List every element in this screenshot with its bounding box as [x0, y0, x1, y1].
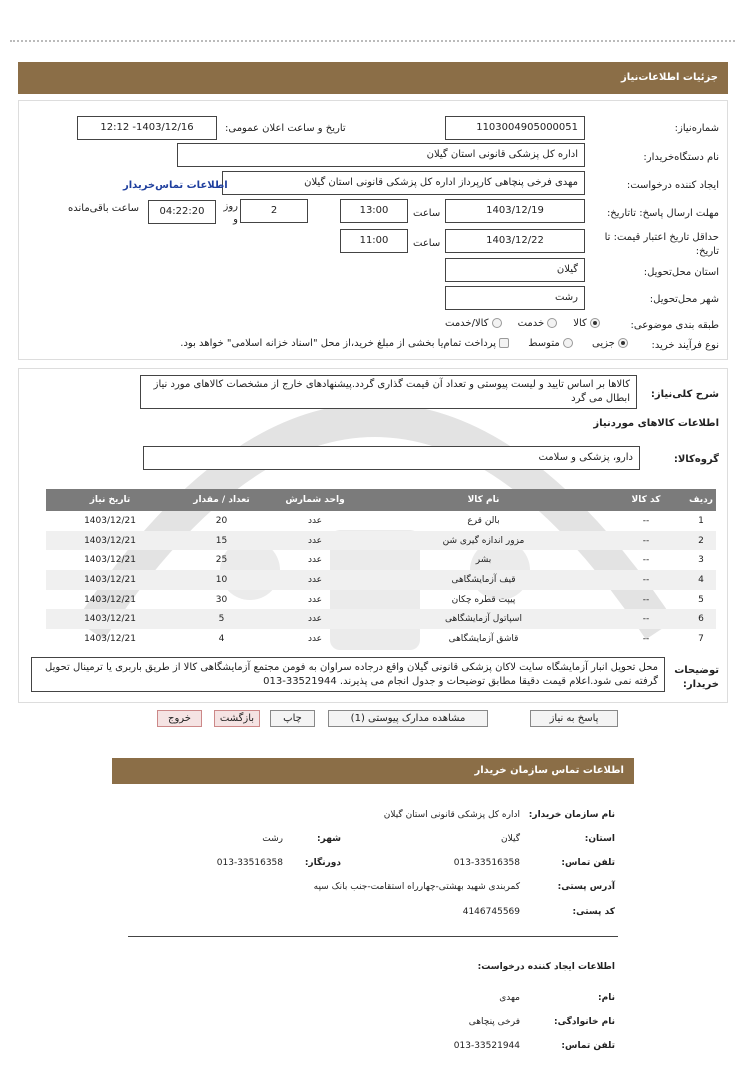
contact-city-value: رشت — [262, 834, 283, 844]
summary-label: شرح کلی‌نیاز: — [650, 389, 719, 400]
process-radio-minor[interactable] — [592, 338, 628, 349]
cell-qty: 20 — [215, 515, 228, 526]
cell-code: -- — [642, 594, 650, 605]
cell-unit: عدد — [307, 594, 323, 605]
table-header-row — [46, 489, 716, 511]
deadline-time-field: 13:00 — [340, 199, 408, 223]
cell-date: 1403/12/21 — [84, 555, 136, 566]
contact-address-label: آدرس پستی: — [557, 882, 615, 892]
remaining-time-field: 04:22:20 — [148, 200, 216, 224]
radio-icon — [563, 338, 573, 348]
cell-row: 2 — [686, 531, 716, 551]
cell-date: 1403/12/21 — [84, 633, 136, 644]
table-row[interactable] — [46, 550, 716, 570]
creator-info-title: اطلاعات ایجاد کننده درخواست: — [477, 962, 615, 972]
announce-field: 1403/12/16- 12:12 — [77, 116, 217, 140]
cell-qty: 10 — [174, 570, 269, 590]
cell-name: اسپاتول آزمایشگاهی — [361, 609, 606, 629]
contact-buyer-link[interactable]: اطلاعات تماس‌خریدار — [123, 180, 228, 191]
attachments-button[interactable]: مشاهده مدارک پیوستی (1) — [328, 710, 488, 727]
process-option-minor: جزیی — [591, 338, 615, 349]
province-field: گیلان — [445, 258, 585, 282]
radio-icon — [492, 318, 502, 328]
category-radio-goods[interactable] — [573, 318, 600, 329]
contact-province-value: گیلان — [501, 834, 520, 844]
category-option-goods: کالا — [573, 318, 587, 329]
radio-icon — [547, 318, 557, 328]
group-field: دارو، پزشکی و سلامت — [143, 446, 640, 470]
cell-row: 3 — [698, 555, 704, 566]
payment-note: پرداخت تمام‌یا بخشی از مبلغ خرید،از محل "اسناد خزانه اسلامی" خواهد بود. — [180, 338, 497, 349]
deadline-label: مهلت ارسال پاسخ: تاتاریخ: — [606, 208, 719, 219]
deadline-time-label: ساعت — [413, 208, 441, 219]
radio-selected-icon — [590, 318, 600, 328]
city-label: شهر محل‌تحویل: — [649, 294, 719, 305]
table-row[interactable] — [46, 629, 716, 649]
deadline-date-field: 1403/12/19 — [445, 199, 585, 223]
page-title-bar — [18, 62, 728, 94]
contact-province-label: استان: — [584, 834, 615, 844]
creator-phone-value: 013-33521944 — [453, 1041, 520, 1051]
cell-code: -- — [642, 633, 650, 644]
creator-first-name-label: نام: — [598, 993, 615, 1003]
category-label: طبقه بندی موضوعی: — [630, 320, 719, 331]
cell-name: قیف آزمایشگاهی — [361, 570, 606, 590]
top-divider — [10, 40, 735, 42]
table-row[interactable] — [46, 590, 716, 610]
buyer-org-field: اداره کل پزشکی قانونی استان گیلان — [177, 143, 585, 167]
cell-unit: عدد — [307, 633, 323, 644]
contact-title-bar — [112, 758, 634, 784]
cell-row: 4 — [686, 570, 716, 590]
cell-code: -- — [642, 515, 650, 526]
items-table — [46, 489, 716, 649]
contact-city-label: شهر: — [317, 834, 341, 844]
cell-qty: 4 — [218, 633, 225, 644]
cell-date: 1403/12/21 — [46, 531, 174, 551]
contact-fax-label: دورنگار: — [304, 858, 341, 868]
cell-date: 1403/12/21 — [84, 515, 136, 526]
cell-date: 1403/12/21 — [46, 609, 174, 629]
contact-org-value: اداره کل پزشکی قانونی استان گیلان — [383, 810, 520, 820]
city-field: رشت — [445, 286, 585, 310]
respond-button[interactable]: پاسخ به نیاز — [530, 710, 618, 727]
cell-qty: 5 — [174, 609, 269, 629]
cell-name: مزور اندازه گیری شن — [361, 531, 606, 551]
contact-address-value: کمربندی شهید بهشتی-چهارراه استقامت-جنب بانک سپه — [313, 882, 520, 892]
cell-unit: عدد — [307, 555, 323, 566]
cell-unit: عدد — [307, 515, 323, 526]
cell-name: قاشق آزمایشگاهی — [448, 633, 519, 644]
print-button[interactable]: چاپ — [270, 710, 315, 727]
deadline-days-field: 2 — [240, 199, 308, 223]
days-label: روز و — [223, 201, 238, 225]
treasury-checkbox[interactable] — [499, 338, 509, 349]
category-radio-both[interactable] — [445, 318, 502, 329]
contact-org-label: نام سازمان خریدار: — [528, 810, 615, 820]
cell-date: 1403/12/21 — [84, 594, 136, 605]
cell-row: 1 — [698, 515, 704, 526]
page-title: جزئیات اطلاعات‌نیاز — [621, 72, 718, 83]
announce-label: تاریخ و ساعت اعلان عمومی: — [225, 123, 346, 134]
process-radio-group — [108, 338, 628, 349]
cell-qty: 15 — [174, 531, 269, 551]
creator-last-name-value: فرخی پنچاهی — [468, 1017, 520, 1027]
back-button[interactable]: بازگشت — [214, 710, 260, 727]
creator-field: مهدی فرخی پنچاهی کارپرداز اداره کل پزشکی قانونی استان گیلان — [222, 171, 585, 195]
table-body — [46, 511, 716, 649]
min-price-time-field: 11:00 — [340, 229, 408, 253]
category-option-service: خدمت — [517, 318, 545, 329]
contact-divider — [128, 936, 618, 937]
category-radio-service[interactable] — [518, 318, 558, 329]
cell-qty: 25 — [215, 555, 228, 566]
table-row[interactable] — [46, 609, 716, 629]
cell-qty: 30 — [215, 594, 228, 605]
process-option-medium: متوسط — [528, 338, 560, 349]
cell-code: -- — [606, 570, 686, 590]
col-unit: واحد شمارش — [269, 489, 361, 511]
creator-last-name-label: نام خانوادگی: — [553, 1017, 615, 1027]
cell-name: بشر — [475, 555, 492, 566]
table-row[interactable] — [46, 511, 716, 531]
process-label: نوع فرآیند خرید: — [651, 340, 719, 351]
notes-box: محل تحویل انبار آزمایشگاه سایت لاکان پزشکی قانونی گیلان واقع درجاده سراوان به فومن مجتمع آزمایشگاهی کالا از طریق باربری یا ترمینال تحویل گرفته نمی شود.اعلام قیمت دقیقا مطابق توضیحات و جدول انجام می پذیرند. 33521944-013 — [31, 657, 665, 692]
col-qty: تعداد / مقدار — [174, 489, 269, 511]
cell-unit: عدد — [269, 570, 361, 590]
col-code: کد کالا — [606, 489, 686, 511]
contact-title: اطلاعات تماس سازمان خریدار — [474, 765, 624, 776]
radio-selected-icon — [618, 338, 628, 348]
col-date: تاریخ نیاز — [46, 489, 174, 511]
exit-button[interactable]: خروج — [157, 710, 202, 727]
cell-code: -- — [606, 609, 686, 629]
remaining-label: ساعت باقی‌مانده — [68, 203, 140, 214]
contact-fax-value: 013-33516358 — [216, 858, 283, 868]
creator-phone-label: تلفن تماس: — [561, 1041, 615, 1051]
buyer-org-label: نام دستگاه‌خریدار: — [643, 152, 719, 163]
cell-name: بالن قرع — [467, 515, 500, 526]
cell-unit: عدد — [269, 609, 361, 629]
items-table-wrapper — [46, 489, 716, 649]
cell-code: -- — [606, 531, 686, 551]
contact-postal-label: کد پستی: — [572, 907, 615, 917]
contact-phone-value: 013-33516358 — [453, 858, 520, 868]
process-radio-medium[interactable] — [528, 338, 573, 349]
goods-info-label: اطلاعات کالاهای موردنیاز — [593, 418, 719, 429]
min-price-label: حداقل تاریخ اعتبار قیمت: تا تاریخ: — [604, 232, 719, 257]
creator-first-name-value: مهدی — [499, 993, 520, 1003]
summary-box: کالاها بر اساس تایید و لیست پیوستی و تعداد آن قیمت گذاری گردد.پیشنهادهای خارج از مشخصات کالاهای مورد نیاز ابطال می گرد — [140, 375, 637, 409]
province-label: استان محل‌تحویل: — [643, 267, 719, 278]
cell-row: 6 — [686, 609, 716, 629]
need-number-field: 1103004905000051 — [445, 116, 585, 140]
contact-postal-value: 4146745569 — [462, 907, 520, 917]
col-row: ردیف — [686, 489, 716, 511]
min-price-time-label: ساعت — [413, 238, 441, 249]
cell-code: -- — [642, 555, 650, 566]
cell-row: 7 — [698, 633, 704, 644]
contact-phone-label: تلفن تماس: — [561, 858, 615, 868]
cell-row: 5 — [698, 594, 704, 605]
cell-unit: عدد — [269, 531, 361, 551]
cell-date: 1403/12/21 — [46, 570, 174, 590]
cell-name: پیپت قطره چکان — [451, 594, 516, 605]
need-number-label: شماره‌نیاز: — [674, 123, 719, 134]
category-radio-group — [420, 318, 600, 329]
category-option-both: کالا/خدمت — [445, 318, 489, 329]
checkbox-icon — [499, 338, 509, 348]
table-row[interactable] — [46, 570, 716, 590]
min-price-date-field: 1403/12/22 — [445, 229, 585, 253]
notes-label: توضیحات خریدار: — [674, 665, 719, 690]
group-label: گروه‌کالا: — [673, 454, 719, 465]
creator-label: ایجاد کننده درخواست: — [626, 180, 719, 191]
table-row[interactable] — [46, 531, 716, 551]
col-name: نام کالا — [361, 489, 606, 511]
